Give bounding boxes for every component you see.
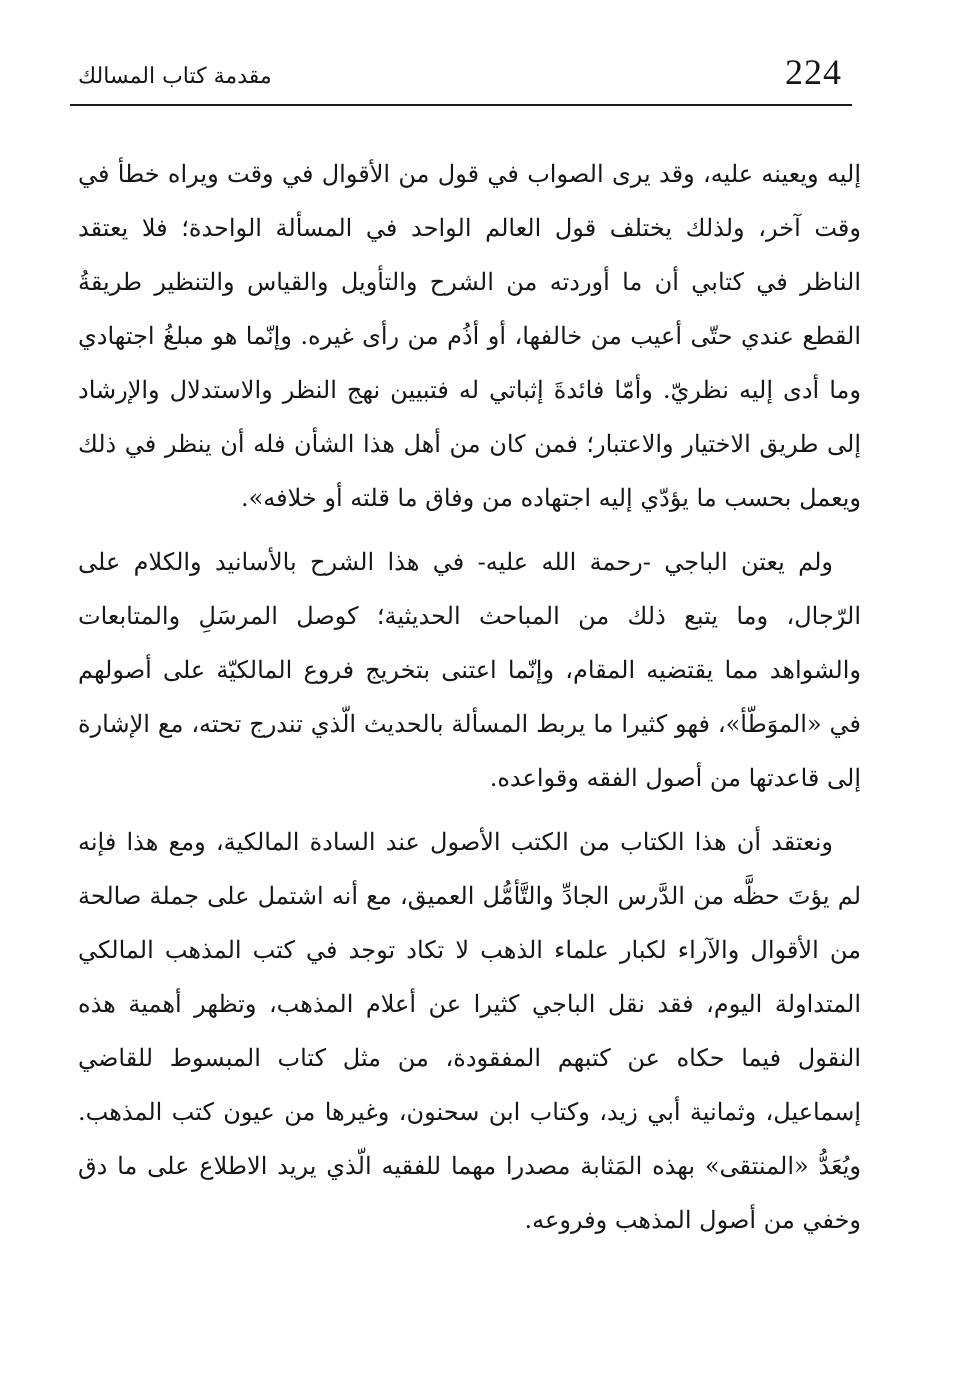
running-title: مقدمة كتاب المسالك [78,64,272,89]
paragraph-2: ولم يعتن الباجي -رحمة الله عليه- في هذا الشرح بالأسانيد والكلام على الرّجال، وما يتبع ذلك من المباحث الحديثية؛ كوصل المرسَلِ والمتابعات والشواهد مما يقتضيه المقام، وإنّما اعتنى بتخريج فروع المالكيّة على أصولهم في «الموَطّأ»، فهو كثيرا ما يربط المسألة بالحديث الّذي تندرج تحته، مع الإشارة إلى قاعدتها من أصول الفقه وقواعده. [78,548,861,792]
page-number: 224 [785,52,842,92]
body-text [78,147,861,1257]
header-rule [70,104,852,106]
page-header [70,48,852,106]
paragraph-3: ونعتقد أن هذا الكتاب من الكتب الأصول عند السادة المالكية، ومع هذا فإنه لم يؤتَ حظَّه من الدَّرس الجادِّ والتَّأمُّل العميق، مع أنه اشتمل على جملة صالحة من الأقوال والآراء لكبار علماء الذهب لا تكاد توجد في كتب المذهب المالكي المتداولة اليوم، فقد نقل الباجي كثيرا عن أعلام المذهب، وتظهر أهمية هذه النقول فيما حكاه عن كتبهم المفقودة، من مثل كتاب المبسوط للقاضي إسماعيل، وثمانية أبي زيد، وكتاب ابن سحنون، وغيرها من عيون كتب المذهب. ويُعَدُّ «المنتقى» بهذه المَثابة مصدرا مهما للفقيه الّذي يريد الاطلاع على ما دق وخفي من أصول المذهب وفروعه. [78,828,861,1234]
paragraph-1: إليه ويعينه عليه، وقد يرى الصواب في قول من الأقوال في وقت ويراه خطأ في وقت آخر، ولذلك يختلف قول العالم الواحد في المسألة الواحدة؛ فلا يعتقد الناظر في كتابي أن ما أوردته من الشرح والتأويل والقياس والتنظير طريقةُ القطع عندي حتّى أعيب من خالفها، أو أذُم من رأى غيره. وإنّما هو مبلغُ اجتهادي وما أدى إليه نظريّ. وأمّا فائدةَ إثباتي له فتبيين نهج النظر والاستدلال والإرشاد إلى طريق الاختيار والاعتبار؛ فمن كان من أهل هذا الشأن فله أن ينظر في ذلك ويعمل بحسب ما يؤدّي إليه اجتهاده من وفاق ما قلته أو خلافه». [78,160,861,512]
